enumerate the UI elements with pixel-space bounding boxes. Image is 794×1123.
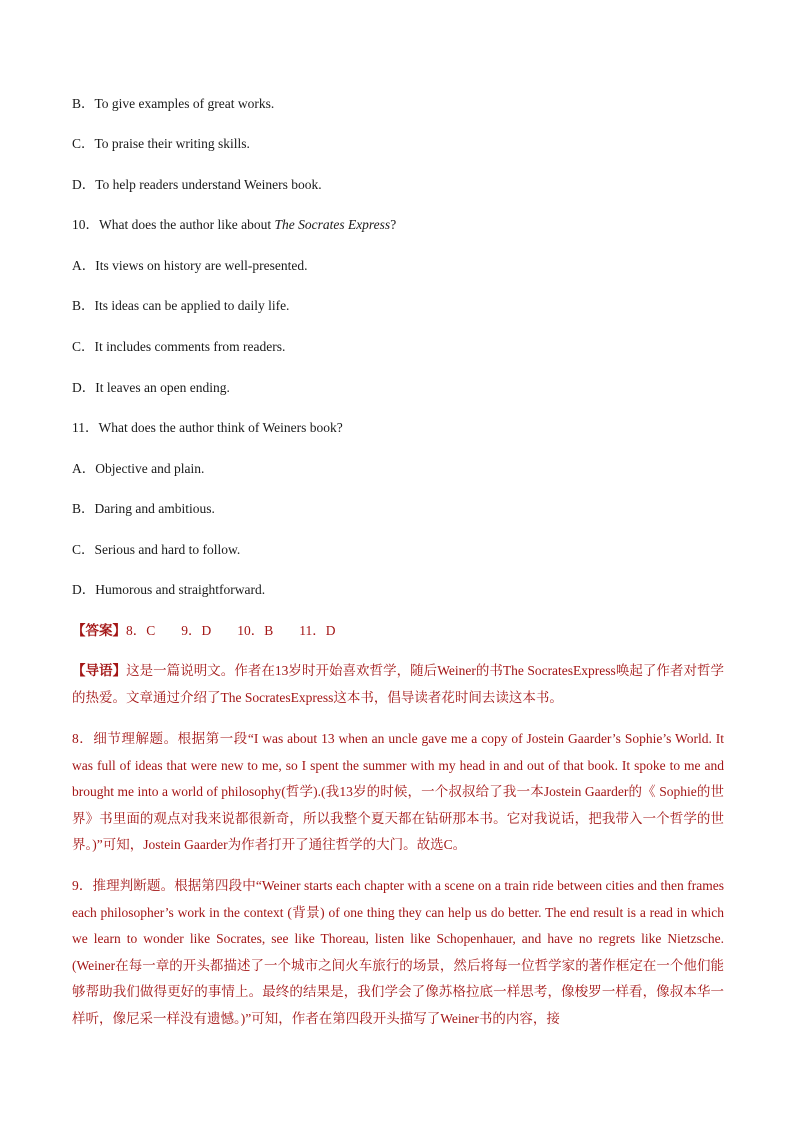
guide-paragraph: [72, 658, 724, 711]
answer-item: 10．B: [237, 623, 274, 638]
answer-item: 8．C: [126, 623, 156, 638]
q11-option-b: B．Daring and ambitious.: [72, 501, 215, 516]
guide-text: 这是一篇说明文。作者在13岁时开始喜欢哲学，随后Weiner的书The SocratesExpress唤起了作者对哲学的热爱。文章通过介绍了The SocratesExpress这本书，倡导读者花时间去读这本书。: [72, 663, 724, 705]
explanation-9: 9．推理判断题。根据第四段中“Weiner starts each chapter with a scene on a train ride between cities and then frames each philosopher’s work in the context (背景) of one thing they can help us do better. The end result is a read in which we learn to wonder like Socrates, see like Thoreau, listen like Schopenhauer, and have no regrets like Nietzsche. (Weiner在每一章的开头都描述了一个城市之间火车旅行的场景，然后将每一位哲学家的著作框定在一个他们能够帮助我们做得更好的事情上。最终的结果是，我们学会了像苏格拉底一样思考，像梭罗一样看，像叔本华一样听，像尼采一样没有遗憾。)”可知，作者在第四段开头描写了Weiner书的内容，接: [72, 878, 724, 1026]
q10-option-c: C．It includes comments from readers.: [72, 339, 286, 354]
q11-option-c: C．Serious and hard to follow.: [72, 542, 241, 557]
explanation-8: 8．细节理解题。根据第一段“I was about 13 when an uncle gave me a copy of Jostein Gaarder’s Sophie’s World. It was full of ideas that were new to me, so I spent the summer with my head in and out of that book. It spoke to me and brought me into a world of philosophy(哲学).(我13岁的时候，一个叔叔给了我一本Jostein Gaarder的《 Sophie的世界》书里面的观点对我来说都很新奇，所以我整个夏天都在钻研那本书。它对我说话，把我带入一个哲学的世界。)”可知，Jostein Gaarder为作者打开了通往哲学的大门。故选C。: [72, 731, 724, 853]
q11-option-a: A．Objective and plain.: [72, 461, 205, 476]
question-10-book-title: The Socrates Express: [274, 217, 391, 232]
q9-option-d: D．To help readers understand Weiners book.: [72, 177, 322, 192]
q9-option-b: B．To give examples of great works.: [72, 96, 275, 111]
answer-line: [72, 622, 362, 640]
question-10-prefix: 10．What does the author like about: [72, 217, 275, 232]
question-10: [72, 216, 396, 234]
q10-option-a: A．Its views on history are well-presented.: [72, 258, 308, 273]
q10-option-d: D．It leaves an open ending.: [72, 380, 230, 395]
answer-item: 9．D: [181, 623, 212, 638]
question-10-suffix: ?: [390, 217, 397, 232]
q9-option-c: C．To praise their writing skills.: [72, 136, 250, 151]
guide-label: 【导语】: [72, 663, 127, 678]
q11-option-d: D．Humorous and straightforward.: [72, 582, 266, 597]
answer-item: 11．D: [299, 623, 336, 638]
q10-option-b: B．Its ideas can be applied to daily life.: [72, 298, 290, 313]
question-11: 11．What does the author think of Weiners book?: [72, 420, 343, 435]
answer-label: 【答案】: [72, 623, 126, 638]
